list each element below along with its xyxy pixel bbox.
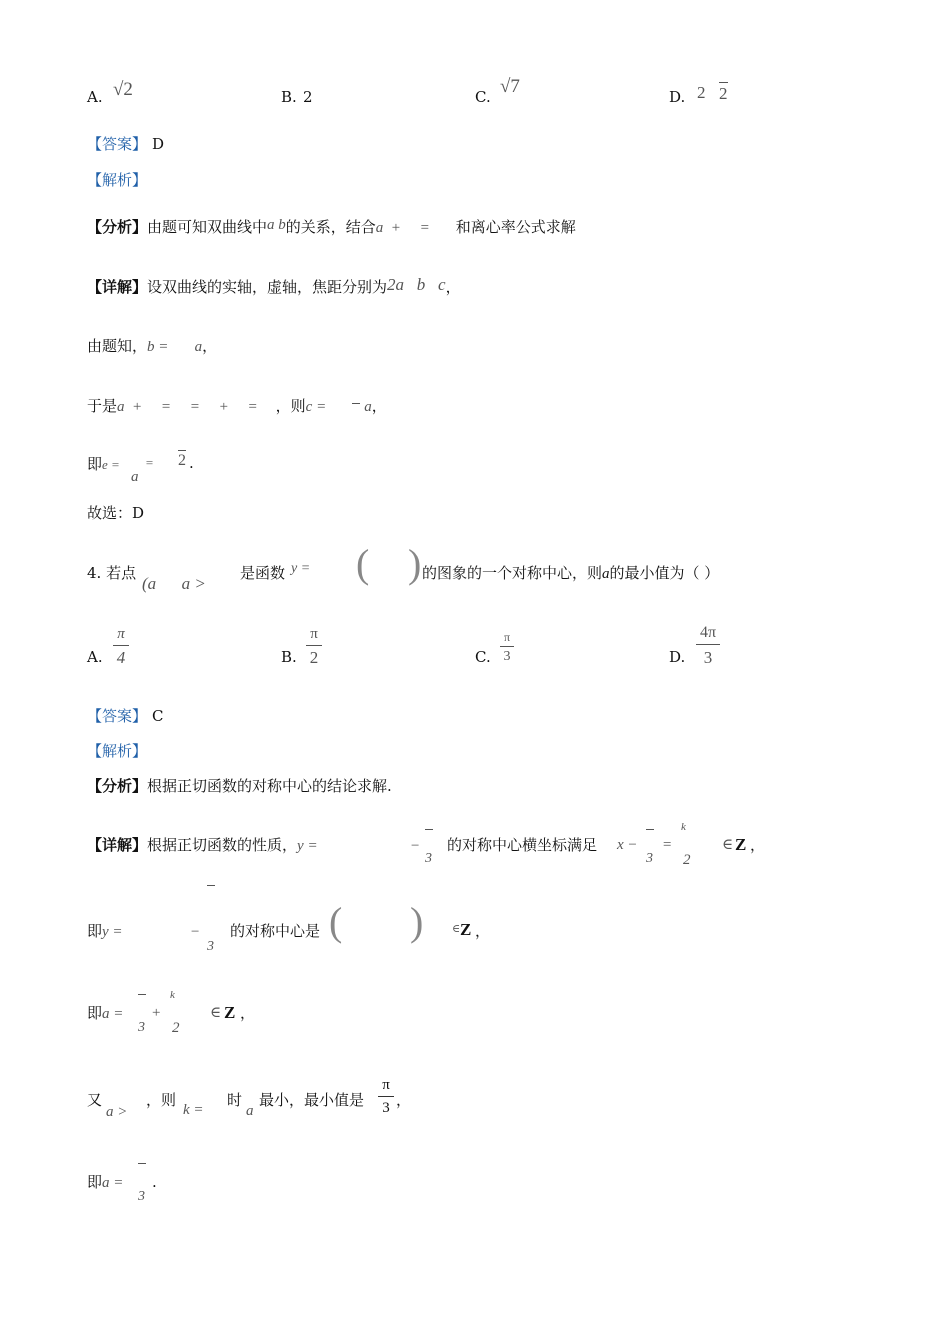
q4-option-b-num: π xyxy=(310,626,318,642)
q4-line1-minus: − xyxy=(190,924,201,940)
q4-stem-text3: 的图象的一个对称中心，则 xyxy=(422,564,603,582)
q4-line4-period: . xyxy=(152,1173,157,1191)
q3-option-c-value: √7 xyxy=(500,76,520,97)
q4-line4-bar xyxy=(138,1163,146,1164)
q3-line3 xyxy=(87,457,120,472)
q4-option-d-bar xyxy=(696,644,720,645)
q4-line2 xyxy=(87,1006,123,1022)
q4-stem-text2: 是函数 xyxy=(240,564,286,582)
q3-fenxi xyxy=(87,217,576,236)
q3-line2-math: a + = = + = xyxy=(117,399,258,415)
q3-option-b-label: B. xyxy=(281,88,297,106)
q4-line2-den1: 3 xyxy=(138,1020,145,1035)
q4-option-a-den: 4 xyxy=(116,648,126,667)
q4-line3-text3: 时 xyxy=(227,1091,243,1109)
q3-fenxi-text2: 的关系，结合 xyxy=(285,218,376,236)
q4-line3-den: 3 xyxy=(382,1100,390,1116)
q4-line1-text2: 的对称中心是 xyxy=(230,922,321,940)
q4-stem-math1: (a a > xyxy=(142,574,206,593)
q3-option-a-value: √2 xyxy=(113,79,133,100)
q3-line3-val: 2 xyxy=(178,452,186,469)
q3-line3-eq: = xyxy=(145,455,154,470)
q4-option-a-label: A. xyxy=(87,648,103,666)
q4-stem-num: 4. xyxy=(87,564,102,582)
q3-fenxi-math2: a + = xyxy=(375,220,430,236)
q4-option-b-bar xyxy=(306,645,322,646)
q4-line2-bar1 xyxy=(138,994,146,995)
q3-fenxi-text3: 和离心率公式求解 xyxy=(455,218,576,236)
q4-line1-in: ∈ xyxy=(452,923,461,935)
q4-stem xyxy=(87,566,136,581)
q4-xiangjie-bar1 xyxy=(425,829,433,830)
q4-fenxi xyxy=(87,779,392,794)
q4-line4-text: 即 xyxy=(87,1173,103,1191)
q4-option-d-den: 3 xyxy=(703,648,713,667)
q3-fenxi-math1: a b xyxy=(267,217,286,233)
q4-option-a-bar xyxy=(113,645,129,646)
q3-analysis-tag: 【解析】 xyxy=(87,171,148,189)
q4-stem-text4: 的最小值为（ ） xyxy=(609,564,720,582)
q4-line2-plus: + xyxy=(152,1005,161,1021)
q3-line2-math3: a xyxy=(364,399,372,415)
q4-line1-bar xyxy=(207,885,215,886)
q4-stem-rparen: ) xyxy=(408,541,422,586)
q4-xiangjie-den2: 3 xyxy=(646,851,653,866)
q4-line2-in: ∈ xyxy=(210,1005,222,1021)
q3-fenxi-tag: 【分析】 xyxy=(87,218,148,236)
q4-option-a-num: π xyxy=(117,626,125,642)
q4-answer-tag: 【答案】 xyxy=(87,707,148,725)
q4-line2-text: 即 xyxy=(87,1004,103,1022)
q3-line3-text: 即 xyxy=(87,455,103,473)
q4-answer: C xyxy=(152,707,164,725)
q4-line3-num: π xyxy=(382,1077,390,1093)
q4-xiangjie-num3: k xyxy=(681,821,686,833)
q4-option-c-num: π xyxy=(503,630,511,644)
q3-xiangjie-comma: ， xyxy=(445,278,461,296)
q4-xiangjie-text2: 的对称中心横坐标满足 xyxy=(447,836,598,854)
q4-option-c-den: 3 xyxy=(503,649,511,664)
q4-line3-text4: 最小，最小值是 xyxy=(259,1091,365,1109)
q3-line2-comma: ， xyxy=(371,397,387,415)
q4-xiangjie-den1: 3 xyxy=(425,851,432,866)
q3-option-b-value: 2 xyxy=(303,88,313,106)
q4-xiangjie-minus: − xyxy=(410,838,421,854)
q4-line3-text1: 又 xyxy=(87,1091,103,1109)
q3-option-d-coef: 2 xyxy=(697,83,706,102)
q3-answer: D xyxy=(152,135,165,153)
q4-line2-Z: Z xyxy=(224,1003,236,1022)
q4-line3-math1: a > xyxy=(106,1104,128,1120)
q4-line3-math3: a xyxy=(246,1103,254,1119)
q3-line3-den: a xyxy=(131,469,139,485)
q4-stem-lparen: ( xyxy=(356,541,370,586)
q3-xiangjie-tag: 【详解】 xyxy=(87,278,148,296)
q4-xiangjie-math2: x − xyxy=(617,837,638,853)
q4-xiangjie-comma: ， xyxy=(750,836,766,854)
q4-stem-text1: 若点 xyxy=(106,564,137,582)
q4-line4-math: a = xyxy=(102,1175,124,1191)
q4-xiangjie-tag: 【详解】 xyxy=(87,836,148,854)
q3-line2-text: 于是 xyxy=(87,397,118,415)
q3-answer-tag: 【答案】 xyxy=(87,135,148,153)
q4-line3-bar xyxy=(378,1096,394,1097)
q3-fenxi-text1: 由题可知双曲线中 xyxy=(147,218,268,236)
q4-stem-math3: a xyxy=(602,566,610,582)
q3-option-c-label: C. xyxy=(475,88,491,106)
q3-line1-math: b = a xyxy=(147,339,203,355)
q4-line1-Z: Z xyxy=(460,920,472,939)
q4-xiangjie xyxy=(87,838,318,854)
q3-line2-math2: c = xyxy=(305,399,327,415)
q3-line2 xyxy=(87,399,387,415)
q4-option-b-label: B. xyxy=(281,648,297,666)
q4-option-c-bar xyxy=(500,646,514,647)
q4-line2-math: a = xyxy=(102,1006,124,1022)
q3-line1 xyxy=(87,339,217,355)
q4-line3-text2: ，则 xyxy=(146,1091,177,1109)
q3-line1-comma: ， xyxy=(202,337,218,355)
q4-option-b-den: 2 xyxy=(309,648,319,667)
q4-line2-den2: 2 xyxy=(172,1020,180,1036)
q4-fenxi-tag: 【分析】 xyxy=(87,777,148,795)
q4-analysis-tag: 【解析】 xyxy=(87,742,148,760)
q4-line2-num2: k xyxy=(170,989,175,1001)
q4-line1-math1: y = xyxy=(102,924,123,940)
q3-line1-text: 由题知， xyxy=(87,337,148,355)
q4-xiangjie-eq: = xyxy=(662,837,673,853)
q4-option-d-num: 4π xyxy=(699,624,717,641)
q4-xiangjie-math1: y = xyxy=(297,838,318,854)
q4-line1-comma: ， xyxy=(475,922,491,940)
q3-line3-math: e = xyxy=(102,457,120,472)
q4-line1-lparen: ( xyxy=(329,899,343,944)
q3-option-a-label: A. xyxy=(87,88,103,106)
q4-xiangjie-bar2 xyxy=(646,829,654,830)
q4-stem-math2: y = xyxy=(291,561,311,576)
q4-line1-den: 3 xyxy=(207,939,214,954)
q3-option-d-label: D. xyxy=(669,88,686,106)
q3-line3-period: . xyxy=(189,454,194,472)
q4-fenxi-text: 根据正切函数的对称中心的结论求解. xyxy=(147,777,392,795)
q4-option-d-label: D. xyxy=(669,648,686,666)
q4-line1 xyxy=(87,924,123,940)
q3-xiangjie xyxy=(87,275,461,296)
q4-line4 xyxy=(87,1175,123,1191)
q4-xiangjie-Z: Z xyxy=(735,835,747,854)
q4-line3-comma: ， xyxy=(396,1091,412,1109)
q4-xiangjie-den3: 2 xyxy=(683,852,691,868)
q3-xiangjie-text: 设双曲线的实轴，虚轴，焦距分别为 xyxy=(147,278,388,296)
q4-option-c-label: C. xyxy=(475,648,491,666)
q3-choose: 故选：D xyxy=(87,504,145,522)
q4-line3-math2: k = xyxy=(183,1102,204,1118)
q4-stem-tail xyxy=(422,566,719,582)
q4-line4-den: 3 xyxy=(138,1189,145,1204)
q3-xiangjie-math: 2a b c xyxy=(387,275,446,294)
q4-xiangjie-text1: 根据正切函数的性质， xyxy=(147,836,298,854)
q4-line1-text1: 即 xyxy=(87,922,103,940)
q4-line2-comma: ， xyxy=(240,1004,256,1022)
q3-option-d-root: 2 xyxy=(719,84,728,103)
q4-xiangjie-in: ∈ xyxy=(722,837,734,853)
q3-line2-text2: ，则 xyxy=(275,397,306,415)
q4-line1-rparen: ) xyxy=(410,899,424,944)
